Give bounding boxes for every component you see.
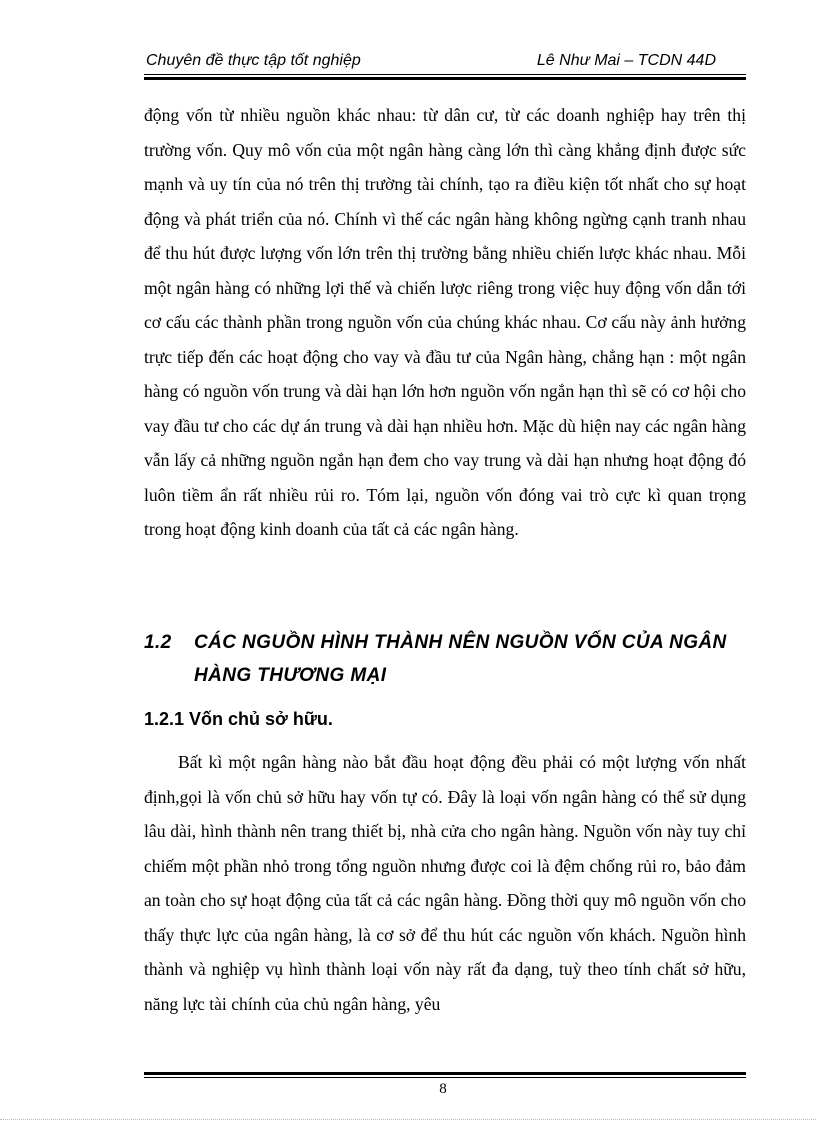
- body-paragraph-1: động vốn từ nhiều nguồn khác nhau: từ dân cư, từ các doanh nghiệp hay trên thị trường vốn. Quy mô vốn của một ngân hàng càng lớn thì càng khẳng định được sức mạnh và uy tín của nó trên thị trường tài chính, tạo ra điều kiện tốt nhất cho sự hoạt động và phát triển của nó. Chính vì thế các ngân hàng không ngừng cạnh tranh nhau để thu hút được lượng vốn lớn trên thị trường bằng nhiều chiến lược khác nhau. Mỗi một ngân hàng có những lợi thế và chiến lược riêng trong việc huy động vốn dẫn tới cơ cấu các thành phần trong nguồn vốn của chúng khác nhau. Cơ cấu này ảnh hưởng trực tiếp đến các hoạt động cho vay và đầu tư của Ngân hàng, chẳng hạn : một ngân hàng có nguồn vốn trung và dài hạn lớn hơn nguồn vốn ngắn hạn thì sẽ có cơ hội cho vay đầu tư cho các dự án trung và dài hạn nhiều hơn. Mặc dù hiện nay các ngân hàng vẫn lấy cả những nguồn ngắn hạn đem cho vay trung và dài hạn nhưng hoạt động đó luôn tiềm ẩn rất nhiều rủi ro. Tóm lại, nguồn vốn đóng vai trò cực kì quan trọng trong hoạt động kinh doanh của tất cả các ngân hàng.: [144, 105, 746, 539]
- footer-rule-thin: [144, 1077, 746, 1078]
- page-header: [144, 50, 746, 72]
- subsection-heading: 1.2.1 Vốn chủ sở hữu.: [144, 709, 333, 729]
- header-rule-thin: [144, 74, 746, 75]
- page-number: 8: [439, 1081, 447, 1097]
- page-edge-divider: [0, 1119, 816, 1120]
- section-heading: [144, 626, 746, 692]
- section-title-line-1: CÁC NGUỒN HÌNH THÀNH NÊN NGUỒN VỐN CỦA NGÂN: [194, 632, 727, 653]
- section-heading-line-1: [144, 626, 746, 659]
- header-author: Lê Như Mai – TCDN 44D: [536, 52, 716, 69]
- section-number: 1.2: [144, 632, 172, 653]
- header-rule-thick: [144, 77, 746, 80]
- section-title-line-2: HÀNG THƯƠNG MẠI: [194, 665, 387, 686]
- body-paragraph-2: Bất kì một ngân hàng nào bắt đầu hoạt động đều phải có một lượng vốn nhất định,gọi là vốn chủ sở hữu hay vốn tự có. Đây là loại vốn ngân hàng có thể sử dụng lâu dài, hình thành nên trang thiết bị, nhà cửa cho ngân hàng. Nguồn vốn này tuy chỉ chiếm một phần nhỏ trong tổng nguồn nhưng được coi là đệm chống rủi ro, bảo đảm an toàn cho sự hoạt động của tất cả các ngân hàng. Đồng thời quy mô nguồn vốn cho thấy thực lực của ngân hàng, là cơ sở để thu hút các nguồn vốn khách. Nguồn hình thành và nghiệp vụ hình thành loại vốn này rất đa dạng, tuỳ theo tính chất sở hữu, năng lực tài chính của chủ ngân hàng, yêu: [144, 752, 746, 1014]
- header-document-title: Chuyên đề thực tập tốt nghiệp: [146, 52, 361, 69]
- footer-rule-thick: [144, 1072, 746, 1075]
